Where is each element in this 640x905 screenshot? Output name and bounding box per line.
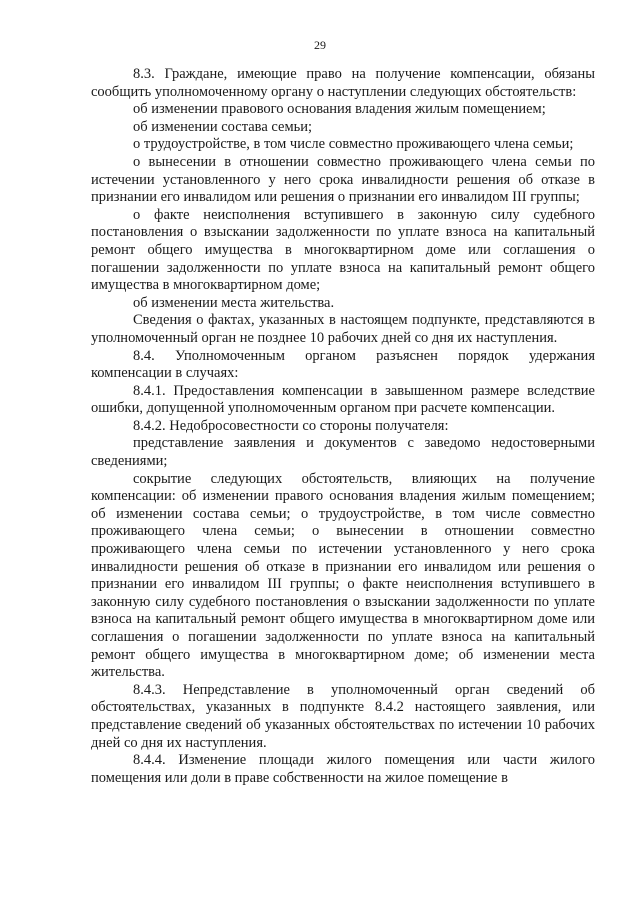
list-item: о факте неисполнения вступившего в законную силу судебного постановления о взыскании задолженности по уплате взноса на капитальный ремонт общего имущества в многоквартирном доме или соглашения о погашении задолженности по уплате взноса на капитальный ремонт общего имущества в многоквартирном доме; [91, 206, 595, 294]
list-item: об изменении состава семьи; [133, 118, 313, 135]
paragraph-8-3: 8.3. Граждане, имеющие право на получение компенсации, обязаны сообщить уполномоченному органу о наступлении следующих обстоятельств: [91, 66, 595, 100]
paragraph: Сведения о фактах, указанных в настоящем подпункте, представляются в уполномоченный орган не позднее 10 рабочих дней со дня их наступления. [91, 312, 595, 346]
paragraph-8-4-1: 8.4.1. Предоставления компенсации в завышенном размере вследствие ошибки, допущенной уполномоченным органом при расчете компенсации. [91, 382, 595, 417]
paragraph-8-4: 8.4. Уполномоченным органом разъяснен порядок удержания компенсации в случаях: [91, 347, 595, 382]
list-item: об изменении правового основания владения жилым помещением; [133, 101, 546, 118]
paragraph-8-4-2: 8.4.2. Недобросовестности со стороны получателя: [133, 417, 449, 434]
document-body [91, 66, 595, 787]
list-item: о трудоустройстве, в том числе совместно проживающего члена семьи; [133, 136, 574, 153]
list-item: о вынесении в отношении совместно проживающего члена семьи по истечении установленного у него срока инвалидности решения об отказе в признании его инвалидом или решения о признании его инвалидом III группы; [91, 153, 595, 206]
list-item: об изменении места жительства. [133, 294, 335, 311]
paragraph-8-4-4: 8.4.4. Изменение площади жилого помещения или части жилого помещения или доли в праве собственности на жилое помещение в [91, 752, 595, 786]
list-item: представление заявления и документов с заведомо недостоверными сведениями; [91, 435, 595, 470]
paragraph-8-4-3: 8.4.3. Непредставление в уполномоченный орган сведений об обстоятельствах, указанных в подпункте 8.4.2 настоящего заявления, или представление сведений об указанных обстоятельствах по истечении 10 рабочих дней со дня их наступления. [91, 681, 595, 751]
page-number: 29 [314, 38, 326, 52]
list-item: сокрытие следующих обстоятельств, влияющих на получение компенсации: об изменении правого основания владения жилым помещением; об изменении состава семьи; о трудоустройстве, в том числе совместно проживающего члена семьи; о вынесении в отношении совместно проживающего члена семьи по истечении установленного у него срока инвалидности решения об отказе в признании его инвалидом или решения о признании его инвалидом III группы; о факте неисполнения вступившего в законную силу судебного постановления о взыскании задолженности по уплате взноса на капитальный ремонт общего имущества в многоквартирном доме или соглашения о погашении задолженности по уплате взноса на капитальный ремонт общего имущества в многоквартирном доме; об изменении места жительства. [91, 470, 595, 681]
